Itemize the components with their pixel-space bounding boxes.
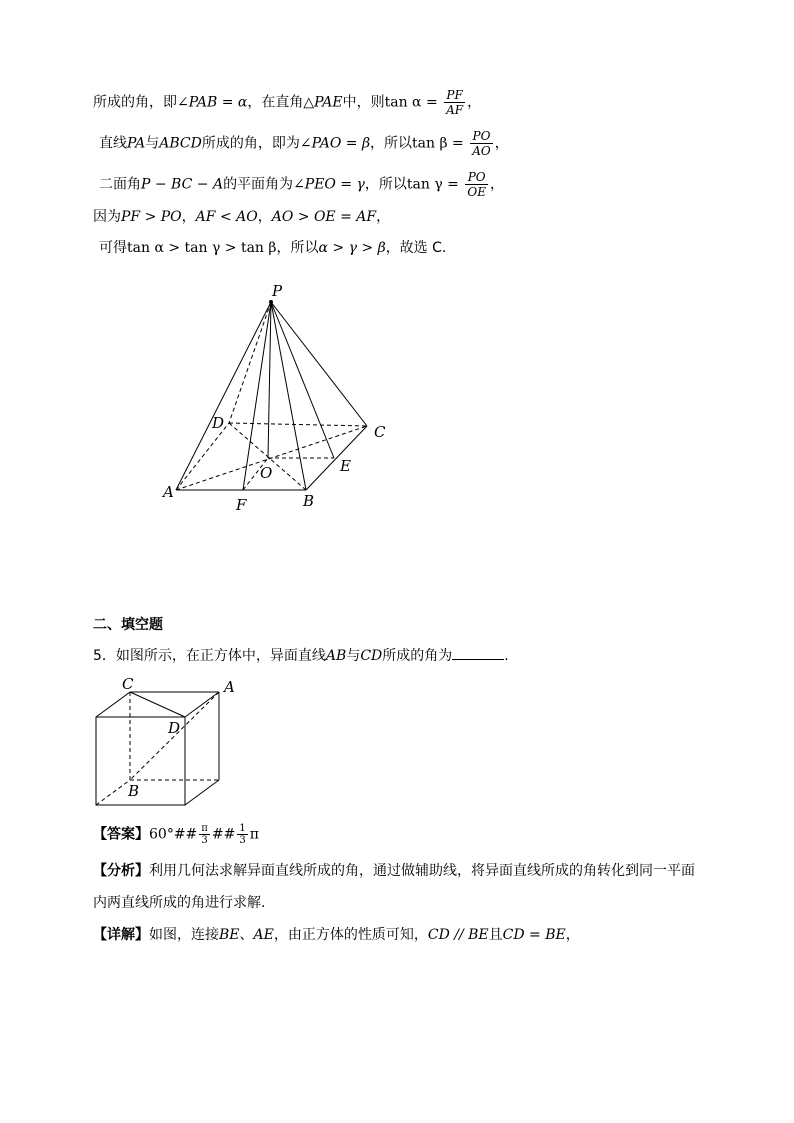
edge-PD xyxy=(229,302,271,423)
text: 可得 xyxy=(99,240,127,256)
cube-label-D: D xyxy=(168,719,181,737)
answer-value: 60° xyxy=(149,826,174,843)
math: AE xyxy=(253,927,274,943)
answer-tag: 【答案】 xyxy=(93,826,149,843)
segment-AB xyxy=(130,692,219,780)
numerator: π xyxy=(201,823,208,834)
edge-PA xyxy=(176,302,271,490)
numerator: PO xyxy=(465,170,488,185)
text: 与 xyxy=(145,135,160,152)
math: PF > PO xyxy=(121,209,182,225)
apex-point xyxy=(269,300,273,304)
cube-hidden-edge xyxy=(96,780,130,805)
math: △PAE xyxy=(303,94,343,111)
text: ，所以 xyxy=(370,135,413,152)
edge-AD xyxy=(176,423,229,490)
analysis-line-2 xyxy=(93,893,265,913)
math: AO > OE = AF xyxy=(271,209,377,225)
text: 内两直线所成的角进行求解. xyxy=(93,895,266,911)
text: ，所以 xyxy=(364,176,407,193)
solution-line-3 xyxy=(99,170,504,199)
segment-CD xyxy=(130,692,185,717)
analysis-tag: 【分析】 xyxy=(93,863,149,879)
edge-PO xyxy=(268,302,271,458)
text: 与 xyxy=(346,648,361,664)
math: ∠PAB = α xyxy=(177,94,248,111)
math: P − BC − A xyxy=(141,176,224,193)
edge-BC xyxy=(306,426,367,490)
text: 中，则 xyxy=(342,94,385,111)
text: ， xyxy=(467,94,482,111)
math: ABCD xyxy=(159,135,202,152)
solution-line-1 xyxy=(93,88,481,117)
cube-edge xyxy=(185,692,219,717)
edge-PC xyxy=(271,302,367,426)
edge-PF xyxy=(243,302,271,490)
fraction xyxy=(237,823,247,846)
text: ， xyxy=(257,209,272,225)
numerator: PF xyxy=(444,88,465,103)
math: ∠PAO = β xyxy=(299,135,371,152)
numerator: 1 xyxy=(239,823,246,834)
separator: ## xyxy=(211,826,236,843)
solution-line-2 xyxy=(99,129,509,158)
label-O: O xyxy=(260,464,273,482)
section-heading: 二、填空题 xyxy=(93,617,163,633)
fraction xyxy=(465,170,488,199)
edge-FO xyxy=(243,458,268,490)
edge-DB xyxy=(229,423,306,490)
text: 所成的角为 xyxy=(382,648,453,664)
cube-label-C: C xyxy=(122,675,134,693)
math: BE xyxy=(219,927,240,943)
cube-edge xyxy=(96,692,130,717)
analysis-line-1 xyxy=(93,861,695,881)
question-5 xyxy=(93,645,509,666)
separator: ## xyxy=(173,826,198,843)
text: ， xyxy=(494,135,509,152)
math: CD // BE xyxy=(427,927,489,943)
text: ，由正方体的性质可知， xyxy=(273,927,428,943)
math: PA xyxy=(127,135,146,152)
denominator: 3 xyxy=(239,835,246,846)
text: 因为 xyxy=(93,209,121,225)
denominator: OE xyxy=(467,185,486,199)
pi-symbol: π xyxy=(249,826,259,843)
fraction xyxy=(199,823,210,846)
text: ，故选 C. xyxy=(385,240,447,256)
cube-label-B: B xyxy=(128,782,140,800)
denominator: AO xyxy=(472,144,491,158)
detail-tag: 【详解】 xyxy=(93,927,149,943)
text: 直线 xyxy=(99,135,127,152)
answer-line xyxy=(93,823,259,846)
text: 所成的角，即 xyxy=(93,94,177,111)
edge-PB xyxy=(271,302,306,490)
text: 如图，连接 xyxy=(149,927,219,943)
label-F: F xyxy=(236,496,247,514)
label-A: A xyxy=(163,483,174,501)
label-B: B xyxy=(303,492,315,510)
text: ， xyxy=(181,209,196,225)
math: tan α = xyxy=(384,94,438,111)
text: 如图所示，在正方体中，异面直线 xyxy=(115,648,326,664)
question-number: 5． xyxy=(93,648,116,664)
math: CD xyxy=(360,648,383,664)
text: ， xyxy=(565,927,580,943)
fraction xyxy=(444,88,465,117)
math: tan γ = xyxy=(406,176,459,193)
text: ， xyxy=(376,209,391,225)
cube-front-face xyxy=(96,717,185,805)
answer-blank xyxy=(452,645,504,660)
text: ， xyxy=(489,176,504,193)
math: ∠PEO = γ xyxy=(293,176,365,193)
edge-AC xyxy=(176,426,367,490)
math: AF < AO xyxy=(195,209,258,225)
cube-edge xyxy=(185,780,219,805)
text: . xyxy=(504,648,509,664)
edge-DC xyxy=(229,423,367,426)
numerator: PO xyxy=(470,129,493,144)
fraction xyxy=(470,129,493,158)
solution-line-4 xyxy=(93,207,390,227)
text: ，所以 xyxy=(276,240,319,256)
label-C: C xyxy=(374,423,386,441)
math: α > γ > β xyxy=(318,240,386,256)
label-E: E xyxy=(340,457,351,475)
text: ，在直角 xyxy=(247,94,304,111)
math: AB xyxy=(325,648,347,664)
text: 利用几何法求解异面直线所成的角，通过做辅助线，将异面直线所成的角转化到同一平面 xyxy=(149,863,695,879)
denominator: AF xyxy=(446,103,464,117)
solution-line-5 xyxy=(99,238,446,258)
edge-PE xyxy=(271,302,334,458)
cube-label-A: A xyxy=(224,678,235,696)
text: 所成的角，即为 xyxy=(201,135,300,152)
text: 、 xyxy=(239,927,254,943)
text: 的平面角为 xyxy=(223,176,294,193)
math: tan β = xyxy=(412,135,464,152)
text: 且 xyxy=(488,927,503,943)
text: 二面角 xyxy=(99,176,141,193)
label-P: P xyxy=(272,282,283,300)
detail-line xyxy=(93,925,580,945)
denominator: 3 xyxy=(201,835,208,846)
label-D: D xyxy=(212,414,225,432)
math: CD = BE xyxy=(502,927,566,943)
math: tan α > tan γ > tan β xyxy=(127,240,277,256)
